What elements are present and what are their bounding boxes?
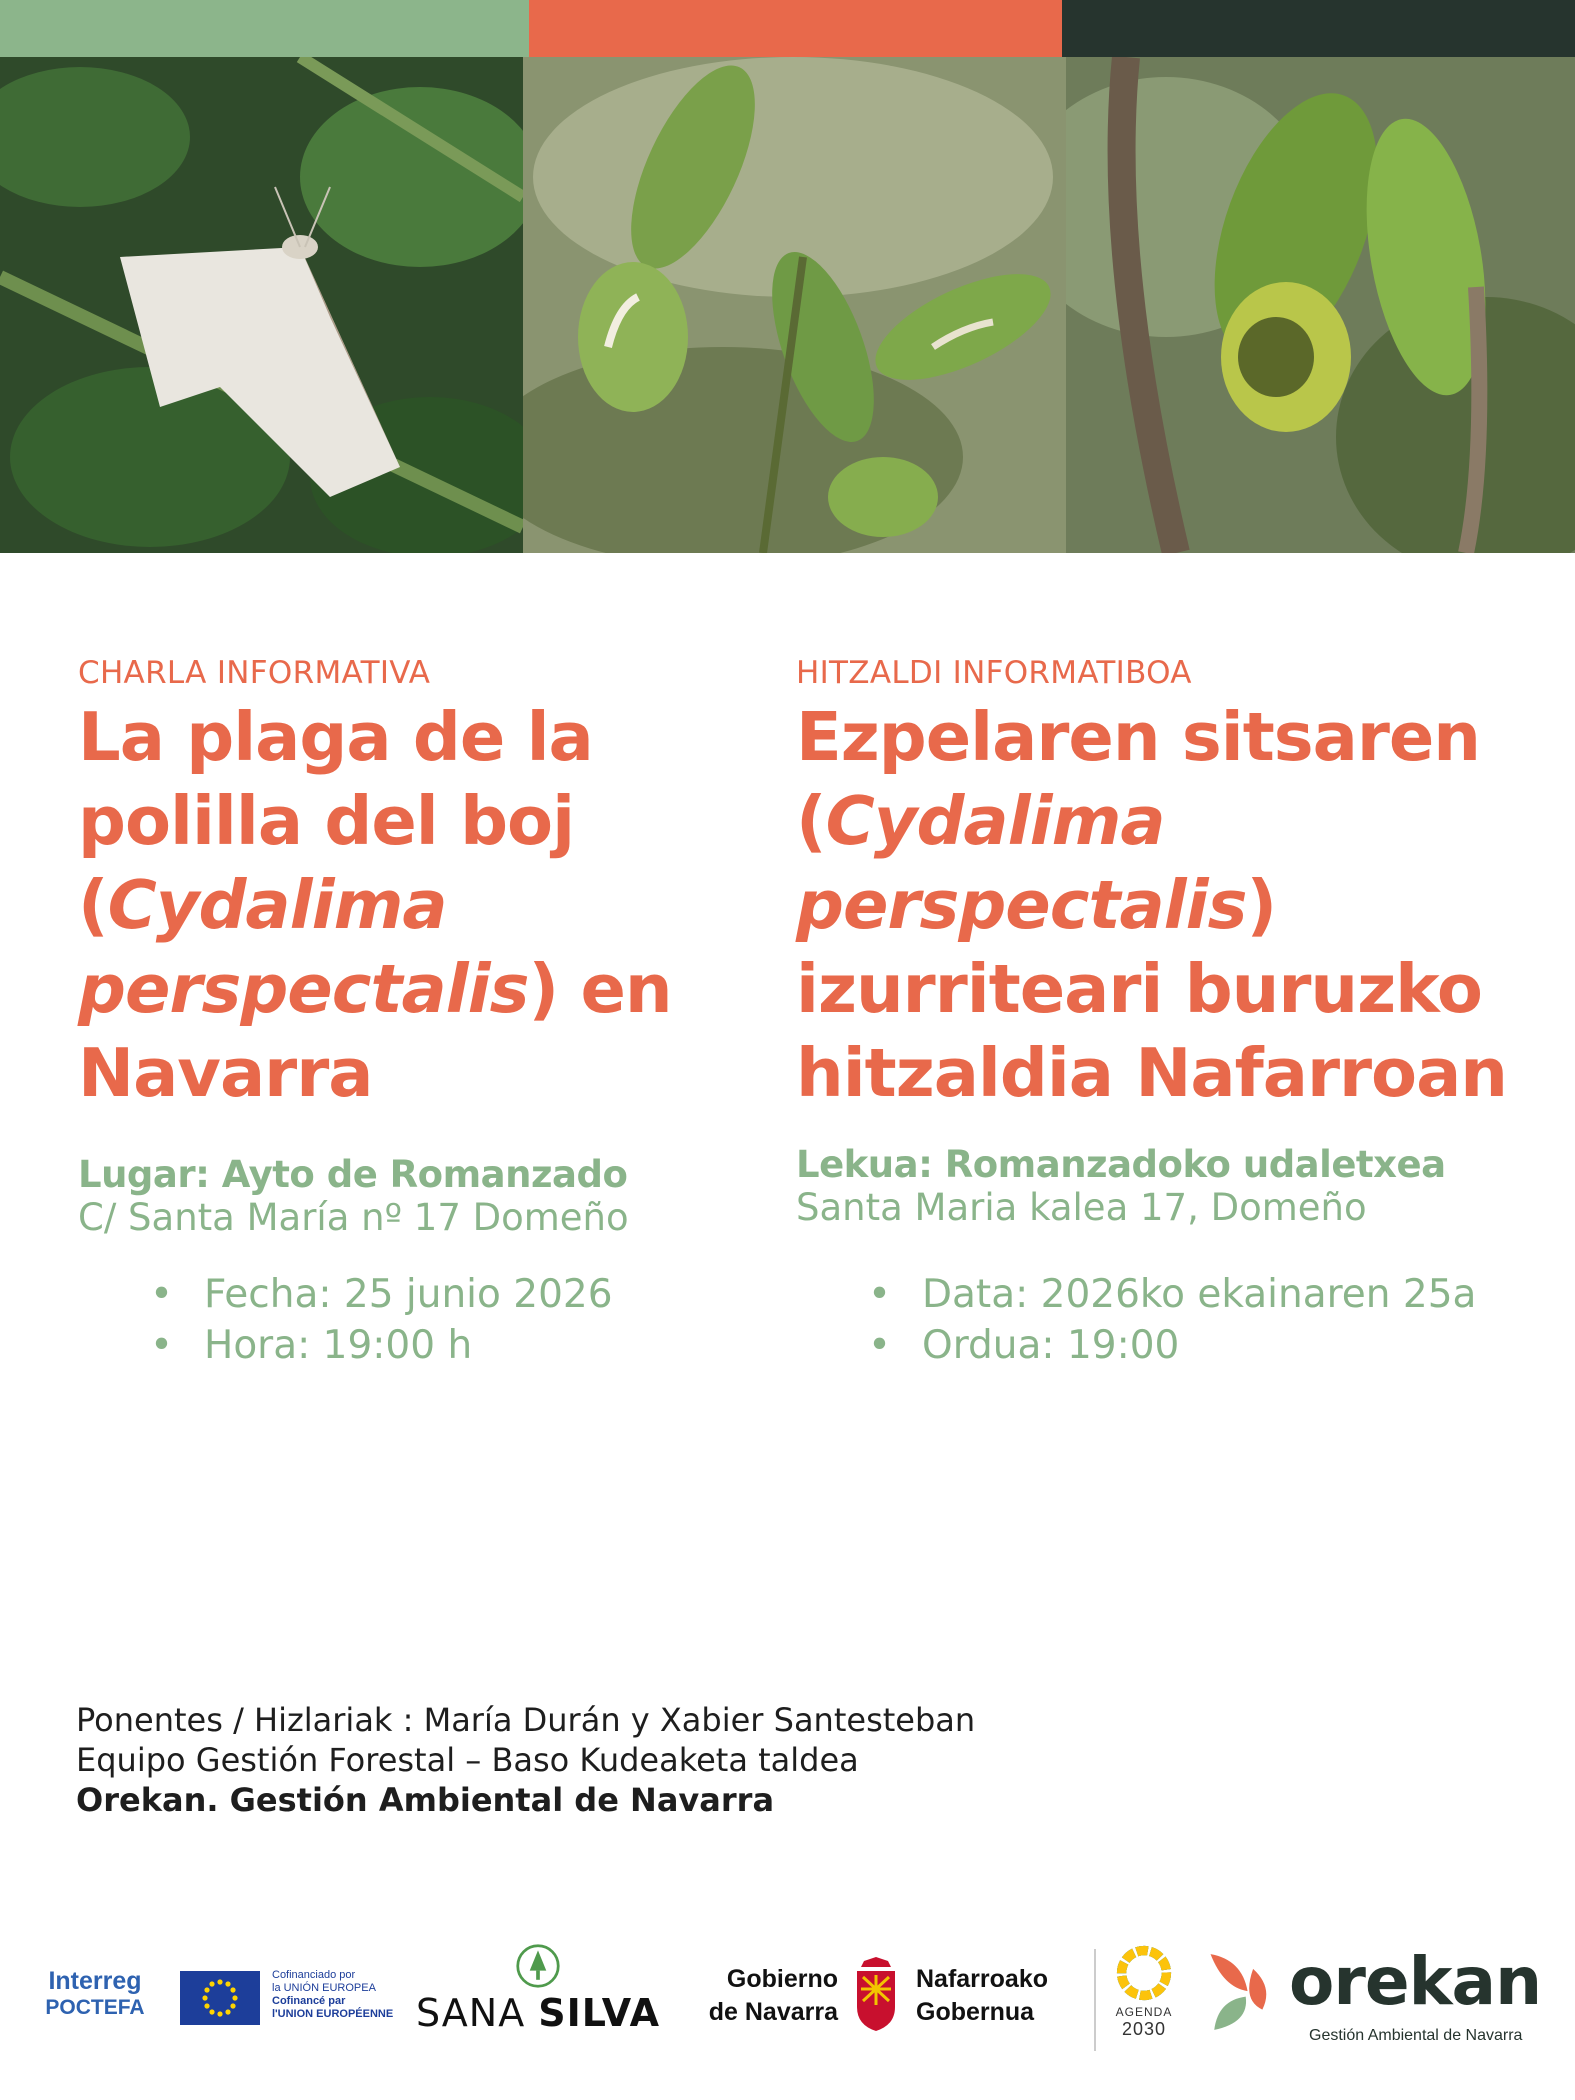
- gobierno-text: Gobierno: [726, 1965, 838, 1993]
- spanish-place-address: C/ Santa María nº 17 Domeño: [78, 1196, 629, 1239]
- eu-stars-icon: [180, 1971, 260, 2025]
- tree-leaf-icon: [515, 1943, 561, 1989]
- basque-place-address: Santa Maria kalea 17, Domeño: [796, 1186, 1367, 1229]
- spanish-place-label: Lugar: Ayto de Romanzado: [78, 1153, 628, 1196]
- poctefa-text: POCTEFA: [45, 1996, 145, 2019]
- basque-place-label: Lekua: Romanzadoko udaletxea: [796, 1143, 1446, 1186]
- spanish-time: Hora: 19:00 h: [204, 1323, 473, 1368]
- basque-kicker: HITZALDI INFORMATIBOA: [796, 655, 1192, 691]
- logos-row: [0, 1935, 1575, 2065]
- basque-time: Ordua: 19:00: [922, 1323, 1180, 1368]
- bullet: •: [868, 1323, 892, 1368]
- basque-time-item: [796, 1320, 1556, 1371]
- silva-word: SILVA: [538, 1991, 661, 2035]
- spanish-column: [78, 655, 718, 1371]
- bullet: •: [150, 1323, 174, 1368]
- speakers-organization: Orekan. Gestión Ambiental de Navarra: [76, 1781, 775, 1819]
- photo-caterpillars: [523, 57, 1066, 553]
- sana-word: SANA: [415, 1991, 526, 2035]
- spanish-title: [78, 695, 718, 1115]
- gobernua-text: Gobernua: [916, 1998, 1035, 2026]
- sdg-wheel-icon: [1116, 1945, 1172, 2001]
- top-bar-orange: [529, 0, 1062, 57]
- agenda-year: 2030: [1121, 2019, 1167, 2039]
- sana-silva-text: [413, 1991, 663, 2035]
- eu-text-4: l'UNION EUROPÉENNE: [272, 2008, 394, 2020]
- spanish-kicker: CHARLA INFORMATIVA: [78, 655, 431, 691]
- speakers-block: [76, 1700, 975, 1820]
- sana-silva-logo: [413, 1943, 663, 2035]
- eu-cofinance-text: [272, 1969, 393, 2021]
- eu-text-1: Cofinanciado por: [272, 1969, 356, 1981]
- agenda-text: AGENDA: [1115, 2005, 1173, 2019]
- orekan-leaf-icon: [1205, 1949, 1279, 2035]
- spanish-details-list: [78, 1269, 718, 1371]
- gobierno-navarra-logo: [688, 1963, 1078, 2043]
- interreg-text: Interreg: [48, 1967, 142, 1995]
- de-navarra-text: de Navarra: [708, 1998, 838, 2026]
- orekan-logo: [1205, 1943, 1565, 2053]
- spanish-time-item: [78, 1320, 718, 1371]
- basque-column: [796, 655, 1556, 1371]
- nafarroako-text: Nafarroako: [916, 1965, 1048, 1993]
- photo-moth: [0, 57, 523, 553]
- eu-flag-logo: [180, 1971, 260, 2025]
- photo-caterpillar-closeup: [1066, 57, 1575, 553]
- navarra-shield-icon: [851, 1955, 901, 2035]
- orekan-tagline: Gestión Ambiental de Navarra: [1309, 2027, 1523, 2044]
- eu-text-3: Cofinancé par: [272, 1995, 346, 2007]
- interreg-logo: [30, 1967, 160, 2020]
- spanish-title-species: Cydalima perspectalis: [78, 866, 529, 1028]
- agenda-2030-logo: [1108, 1945, 1180, 2040]
- basque-title-text-2: ) izurriteari buruzko hitzaldia Nafarroan: [796, 866, 1507, 1112]
- divider-line: [1094, 1949, 1096, 2051]
- spanish-title-text-2: ) en Navarra: [78, 950, 672, 1112]
- basque-title: [796, 695, 1556, 1115]
- top-bar-dark: [1062, 0, 1575, 57]
- bullet: •: [868, 1272, 892, 1317]
- spanish-date: Fecha: 25 junio 2026: [204, 1272, 613, 1317]
- basque-date: Data: 2026ko ekainaren 25a: [922, 1272, 1477, 1317]
- speakers-team: Equipo Gestión Forestal – Baso Kudeaketa taldea: [76, 1741, 859, 1779]
- spanish-title-text-1: La plaga de la polilla del boj (: [78, 698, 593, 944]
- basque-title-text-1: Ezpelaren sitsaren (: [796, 698, 1480, 860]
- eu-text-2: la UNIÓN EUROPEA: [272, 1982, 376, 1994]
- spanish-date-item: [78, 1269, 718, 1320]
- basque-date-item: [796, 1269, 1556, 1320]
- top-bar-green: [0, 0, 529, 57]
- bullet: •: [150, 1272, 174, 1317]
- speakers-names: Ponentes / Hizlariak : María Durán y Xabier Santesteban: [76, 1701, 976, 1739]
- basque-title-species: Cydalima perspectalis: [796, 782, 1247, 944]
- orekan-name: orekan: [1289, 1943, 1542, 2020]
- basque-details-list: [796, 1269, 1556, 1371]
